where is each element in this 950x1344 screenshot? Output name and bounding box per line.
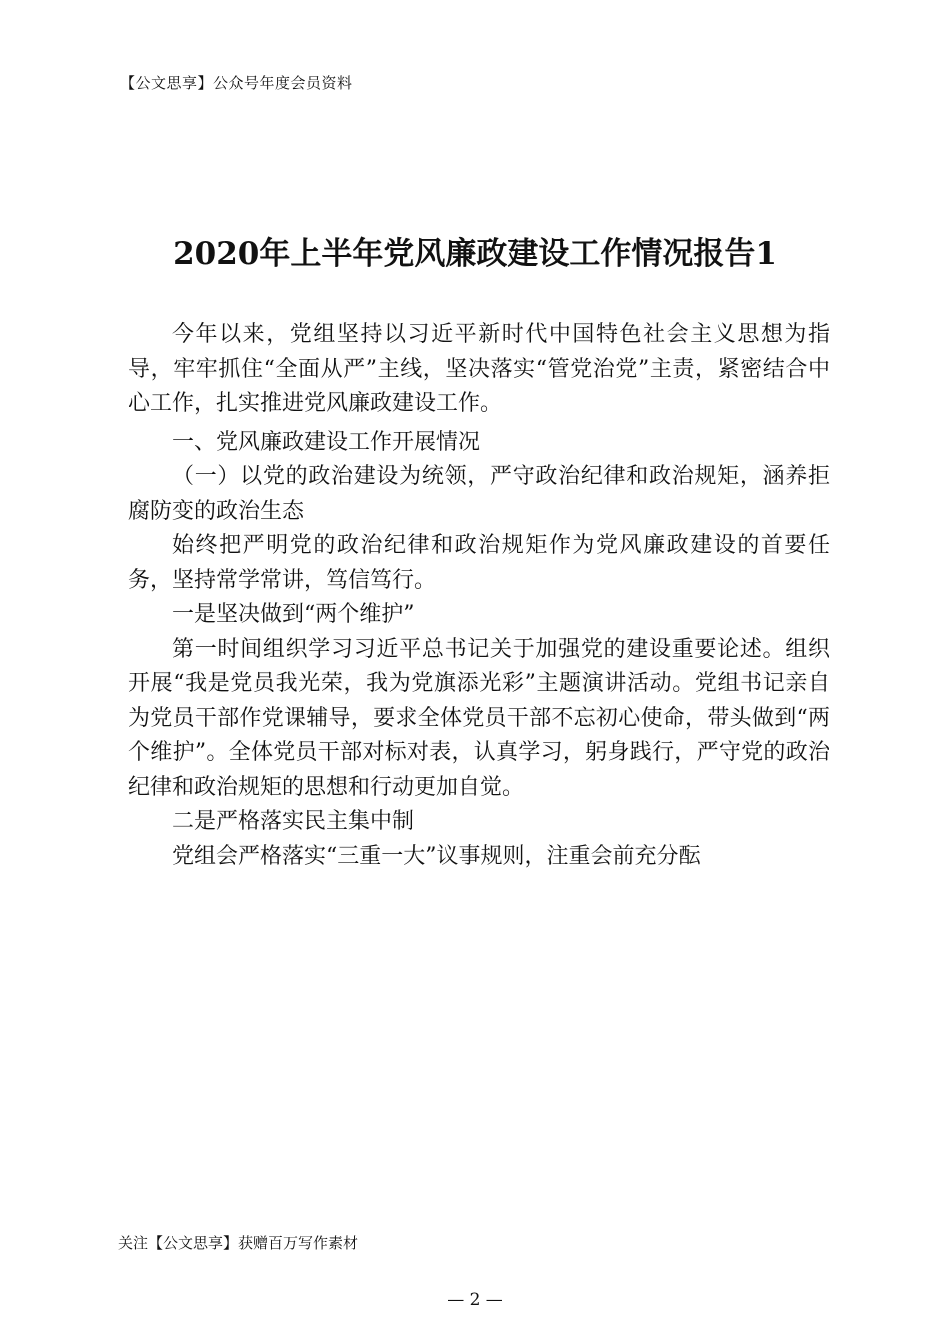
intro-paragraph: 今年以来，党组坚持以习近平新时代中国特色社会主义思想为指导，牢牢抓住“全面从严”主线，坚决落实“管党治党”主责，紧密结合中心工作，扎实推进党风廉政建设工作。 bbox=[128, 322, 830, 416]
document-body bbox=[128, 318, 830, 874]
body-paragraph: 第一时间组织学习习近平总书记关于加强党的建设重要论述。组织开展“我是党员我光荣，我为党旗添光彩”主题演讲活动。党组书记亲自为党员干部作党课辅导，要求全体党员干部不忘初心使命，带头做到“两个维护”。全体党员干部对标对表，认真学习，躬身践行，严守党的政治纪律和政治规矩的思想和行动更加自觉。 bbox=[128, 636, 830, 800]
document-title: 2020年上半年党风廉政建设工作情况报告1 bbox=[173, 236, 777, 272]
header-text: 【公文思享】公众号年度会员资料 bbox=[120, 74, 353, 92]
body-paragraph: 始终把严明党的政治纪律和政治规矩作为党风廉政建设的首要任务，坚持常学常讲，笃信笃行。 bbox=[128, 533, 830, 593]
body-paragraph: 党组会严格落实“三重一大”议事规则，注重会前充分酝 bbox=[172, 843, 701, 869]
footer-text: 关注【公文思享】获赠百万写作素材 bbox=[118, 1234, 359, 1252]
point-heading-2: 二是严格落实民主集中制 bbox=[172, 809, 415, 834]
point-heading-1: 一是坚决做到“两个维护” bbox=[172, 602, 415, 627]
subsection-heading-1: （一）以党的政治建设为统领，严守政治纪律和政治规矩，涵养拒腐防变的政治生态 bbox=[128, 464, 830, 524]
page-number: — 2 — bbox=[447, 1290, 503, 1310]
section-heading-1: 一、党风廉政建设工作开展情况 bbox=[172, 429, 481, 455]
